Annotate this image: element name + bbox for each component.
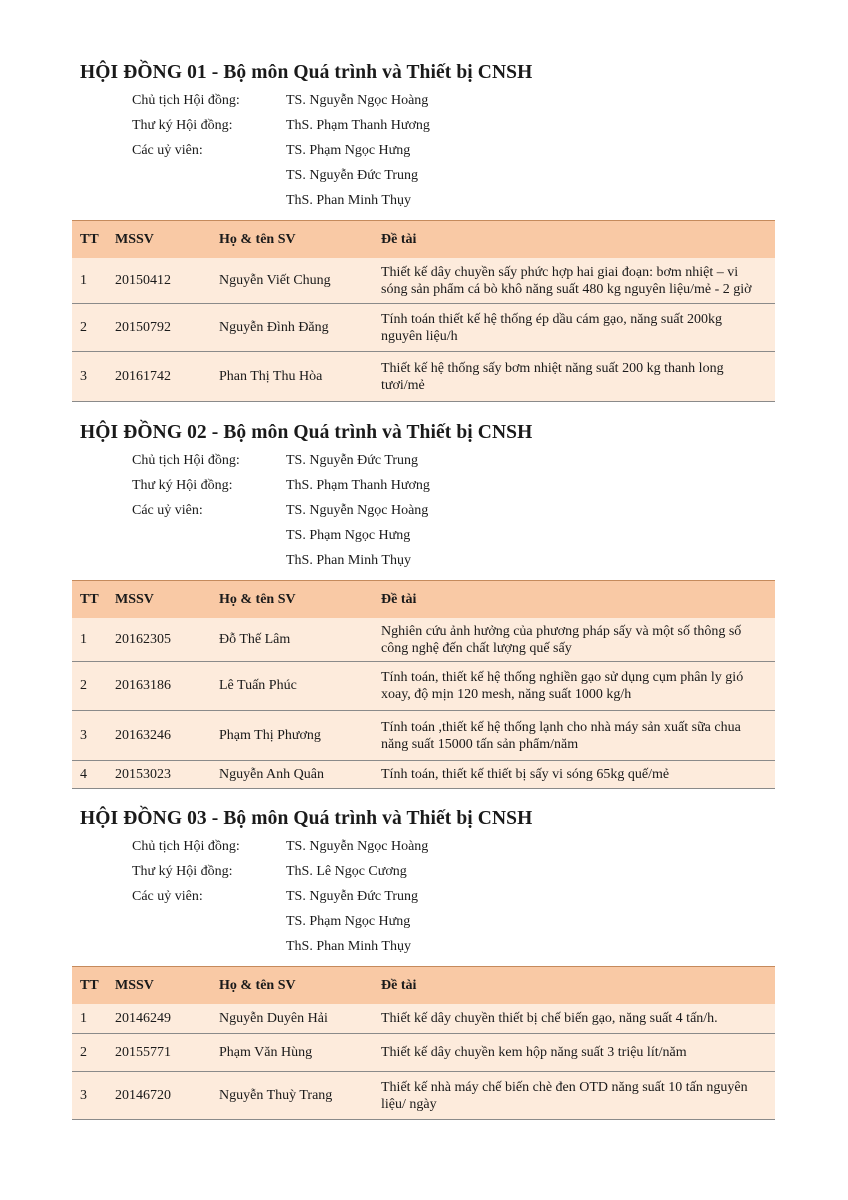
member-role-label: Các uỷ viên: [132,143,203,158]
student-id: 20150412 [115,272,171,288]
student-name: Nguyễn Thuỳ Trang [219,1087,333,1103]
student-id: 20146720 [115,1087,171,1103]
row-number: 3 [80,727,87,743]
member-name: ThS. Phan Minh Thụy [286,553,411,568]
student-name: Nguyễn Viết Chung [219,272,331,288]
column-header-name: Họ & tên SV [219,977,296,993]
student-name: Nguyễn Duyên Hải [219,1010,328,1026]
column-header-name: Họ & tên SV [219,231,296,247]
column-header-topic: Đề tài [381,592,417,607]
chair-role-label: Chủ tịch Hội đồng: [132,839,240,854]
column-header-name: Họ & tên SV [219,591,296,607]
student-id: 20153023 [115,766,171,782]
student-id: 20162305 [115,631,171,647]
thesis-topic: Thiết kế nhà máy chế biến chè đen OTD năng suất 10 tấn nguyên liệu/ ngày [381,1079,748,1112]
row-number: 2 [80,1044,87,1060]
column-header-tt: TT [80,591,99,607]
row-number: 1 [80,272,87,288]
student-name: Nguyễn Đình Đăng [219,319,329,335]
column-header-mssv: MSSV [115,231,154,247]
column-header-topic: Đề tài [381,232,417,247]
row-number: 2 [80,678,87,693]
student-name: Nguyễn Anh Quân [219,766,324,782]
chair-name: TS. Nguyễn Ngọc Hoàng [286,839,429,854]
member-name: TS. Nguyễn Đức Trung [286,168,419,183]
secretary-role-label: Thư ký Hội đồng: [132,478,233,493]
student-id: 20163246 [115,727,171,743]
member-name: TS. Phạm Ngọc Hưng [286,528,411,543]
column-header-tt: TT [80,977,99,993]
row-number: 1 [80,631,87,647]
chair-role-label: Chủ tịch Hội đồng: [132,453,240,468]
thesis-topic: Tính toán ,thiết kế hệ thống lạnh cho nhà máy sản xuất sữa chua năng suất 15000 tấn sản phẩm/năm [381,719,741,752]
secretary-name: ThS. Lê Ngọc Cương [286,864,407,879]
column-header-topic: Đề tài [381,978,417,993]
table-header [72,966,775,1005]
student-name: Lê Tuấn Phúc [219,678,297,693]
thesis-topic: Thiết kế dây chuyền thiết bị chế biến gạo, năng suất 4 tấn/h. [381,1011,718,1026]
secretary-name: ThS. Phạm Thanh Hương [286,118,430,133]
table-row [72,1072,775,1120]
student-name: Phạm Thị Phương [219,727,321,743]
secretary-name: ThS. Phạm Thanh Hương [286,478,430,493]
row-number: 1 [80,1010,87,1026]
chair-name: TS. Nguyễn Đức Trung [286,453,419,468]
thesis-topic: Tính toán, thiết kế hệ thống nghiền gạo sử dụng cụm phân ly gió xoay, độ mịn 120 mesh, năng suất 1000 kg/h [381,670,744,702]
row-number: 3 [80,1087,87,1103]
row-number: 4 [80,766,87,782]
member-name: TS. Phạm Ngọc Hưng [286,143,411,158]
thesis-topic: Thiết kế hệ thống sấy bơm nhiệt năng suất 200 kg thanh long tươi/mẻ [381,360,724,393]
table-row [72,1004,775,1034]
column-header-mssv: MSSV [115,977,154,993]
student-id: 20163186 [115,678,171,693]
member-name: TS. Phạm Ngọc Hưng [286,914,411,929]
member-name: ThS. Phan Minh Thụy [286,193,411,208]
column-header-tt: TT [80,231,99,247]
column-header-mssv: MSSV [115,591,154,607]
thesis-topic: Thiết kế dây chuyền kem hộp năng suất 3 triệu lít/năm [381,1045,687,1060]
council-section [72,0,775,1200]
member-name: TS. Nguyễn Đức Trung [286,889,419,904]
student-name: Phan Thị Thu Hòa [219,368,323,384]
student-name: Phạm Văn Hùng [219,1044,313,1060]
student-id: 20150792 [115,319,171,335]
chair-name: TS. Nguyễn Ngọc Hoàng [286,93,429,108]
row-number: 3 [80,368,87,384]
member-name: ThS. Phan Minh Thụy [286,939,411,954]
council-title: HỘI ĐỒNG 03 - Bộ môn Quá trình và Thiết bị CNSH [80,808,533,829]
row-number: 2 [80,319,87,335]
secretary-role-label: Thư ký Hội đồng: [132,118,233,133]
student-name: Đỗ Thế Lâm [219,631,291,647]
secretary-role-label: Thư ký Hội đồng: [132,864,233,879]
thesis-topic: Tính toán, thiết kế thiết bị sấy vi sóng 65kg quế/mẻ [381,767,670,782]
chair-role-label: Chủ tịch Hội đồng: [132,93,240,108]
table-row [72,1034,775,1072]
member-name: TS. Nguyễn Ngọc Hoàng [286,503,429,518]
thesis-topic: Thiết kế dây chuyền sấy phức hợp hai giai đoạn: bơm nhiệt – vi sóng sản phẩm cá bò khô năng suất 480 kg nguyên liệu/mẻ - 2 giờ [381,264,752,297]
council-title: HỘI ĐỒNG 02 - Bộ môn Quá trình và Thiết bị CNSH [80,422,533,443]
student-id: 20155771 [115,1044,171,1060]
member-role-label: Các uỷ viên: [132,889,203,904]
thesis-topic: Tính toán thiết kế hệ thống ép dầu cám gạo, năng suất 200kg nguyên liệu/h [381,311,722,344]
student-id: 20146249 [115,1010,171,1026]
thesis-topic: Nghiên cứu ảnh hưởng của phương pháp sấy và một số thông số công nghệ đến chất lượng quế sấy [381,623,742,656]
member-role-label: Các uỷ viên: [132,503,203,518]
council-title: HỘI ĐỒNG 01 - Bộ môn Quá trình và Thiết bị CNSH [80,62,533,83]
student-id: 20161742 [115,368,171,384]
